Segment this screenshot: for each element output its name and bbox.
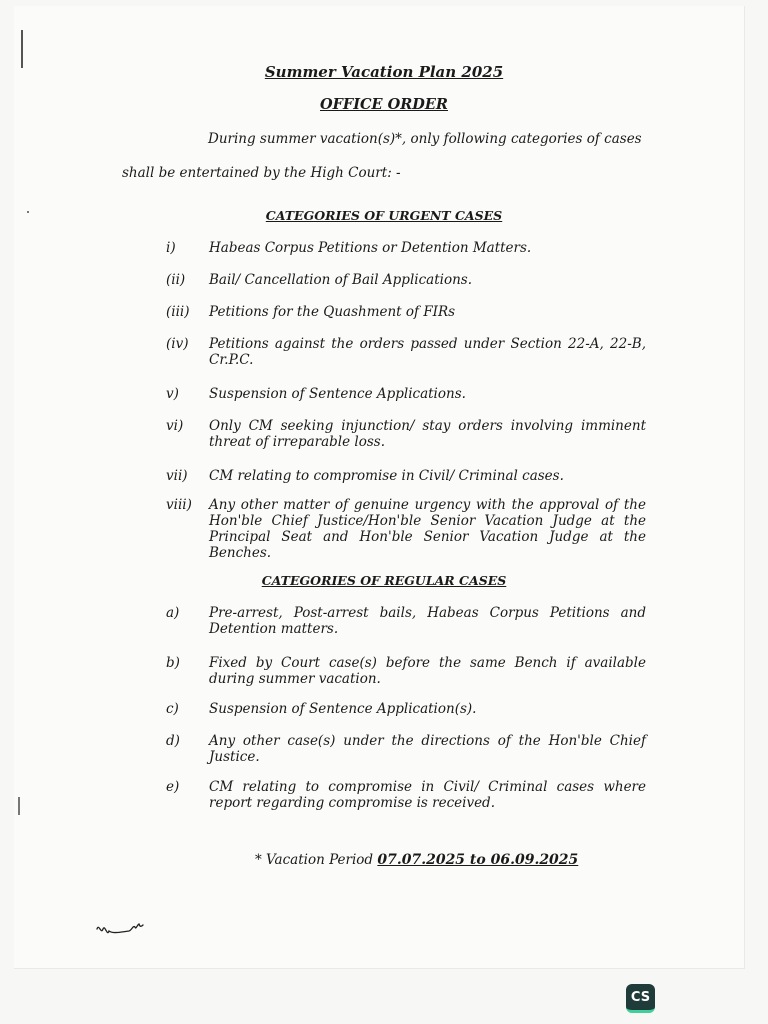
document-page [14, 6, 745, 969]
handwritten-signature [95, 915, 155, 947]
list-item-number: b) [166, 655, 180, 671]
vacation-period-label: * Vacation Period [255, 852, 374, 868]
list-item-number: vi) [166, 418, 184, 434]
list-item-number: viii) [166, 497, 192, 513]
regular-cases-heading: CATEGORIES OF REGULAR CASES [261, 573, 507, 588]
list-item-number: i) [166, 240, 176, 256]
list-item-text: Petitions against the orders passed under Section 22-A, 22-B, Cr.P.C. [209, 336, 646, 368]
vacation-period-dates: 07.07.2025 to 06.09.2025 [377, 852, 579, 868]
list-item-text: Suspension of Sentence Application(s). [209, 701, 477, 717]
list-item-text: Petitions for the Quashment of FIRs [209, 304, 456, 320]
list-item-number: v) [166, 386, 179, 402]
urgent-cases-heading: CATEGORIES OF URGENT CASES [265, 208, 503, 223]
list-item-number: (iii) [166, 304, 190, 320]
list-item-number: (ii) [166, 272, 186, 288]
list-item-text: CM relating to compromise in Civil/ Criminal cases where report regarding compromise is received. [209, 779, 646, 811]
list-item-number: a) [166, 605, 180, 621]
list-item-number: d) [166, 733, 180, 749]
list-item-text: Suspension of Sentence Applications. [209, 386, 466, 402]
scan-margin-mark [18, 797, 20, 815]
list-item-number: e) [166, 779, 180, 795]
list-item-number: c) [166, 701, 179, 717]
camscanner-logo-icon: CS [626, 984, 655, 1013]
list-item-text: Fixed by Court case(s) before the same Bench if available during summer vacation. [209, 655, 646, 687]
list-item-text: Any other matter of genuine urgency with the approval of the Hon'ble Chief Justice/Hon'ble Senior Vacation Judge at the Principal Seat and Hon'ble Senior Vacation Judge at the Benches. [209, 497, 646, 561]
list-item-text: Any other case(s) under the directions of the Hon'ble Chief Justice. [209, 733, 646, 765]
list-item-number: (iv) [166, 336, 189, 352]
intro-text-line-2: shall be entertained by the High Court: - [122, 165, 401, 181]
list-item-text: Habeas Corpus Petitions or Detention Matters. [209, 240, 532, 256]
list-item-text: Pre-arrest, Post-arrest bails, Habeas Corpus Petitions and Detention matters. [209, 605, 646, 637]
vacation-period-line [255, 852, 578, 868]
office-order-heading: OFFICE ORDER [319, 96, 448, 113]
list-item-text: CM relating to compromise in Civil/ Criminal cases. [209, 468, 564, 484]
list-item-text: Only CM seeking injunction/ stay orders involving imminent threat of irreparable loss. [209, 418, 646, 450]
document-title: Summer Vacation Plan 2025 [264, 63, 504, 81]
list-item-text: Bail/ Cancellation of Bail Applications. [209, 272, 472, 288]
intro-text-line-1: During summer vacation(s)*, only following categories of cases [208, 131, 642, 147]
list-item-number: vii) [166, 468, 188, 484]
